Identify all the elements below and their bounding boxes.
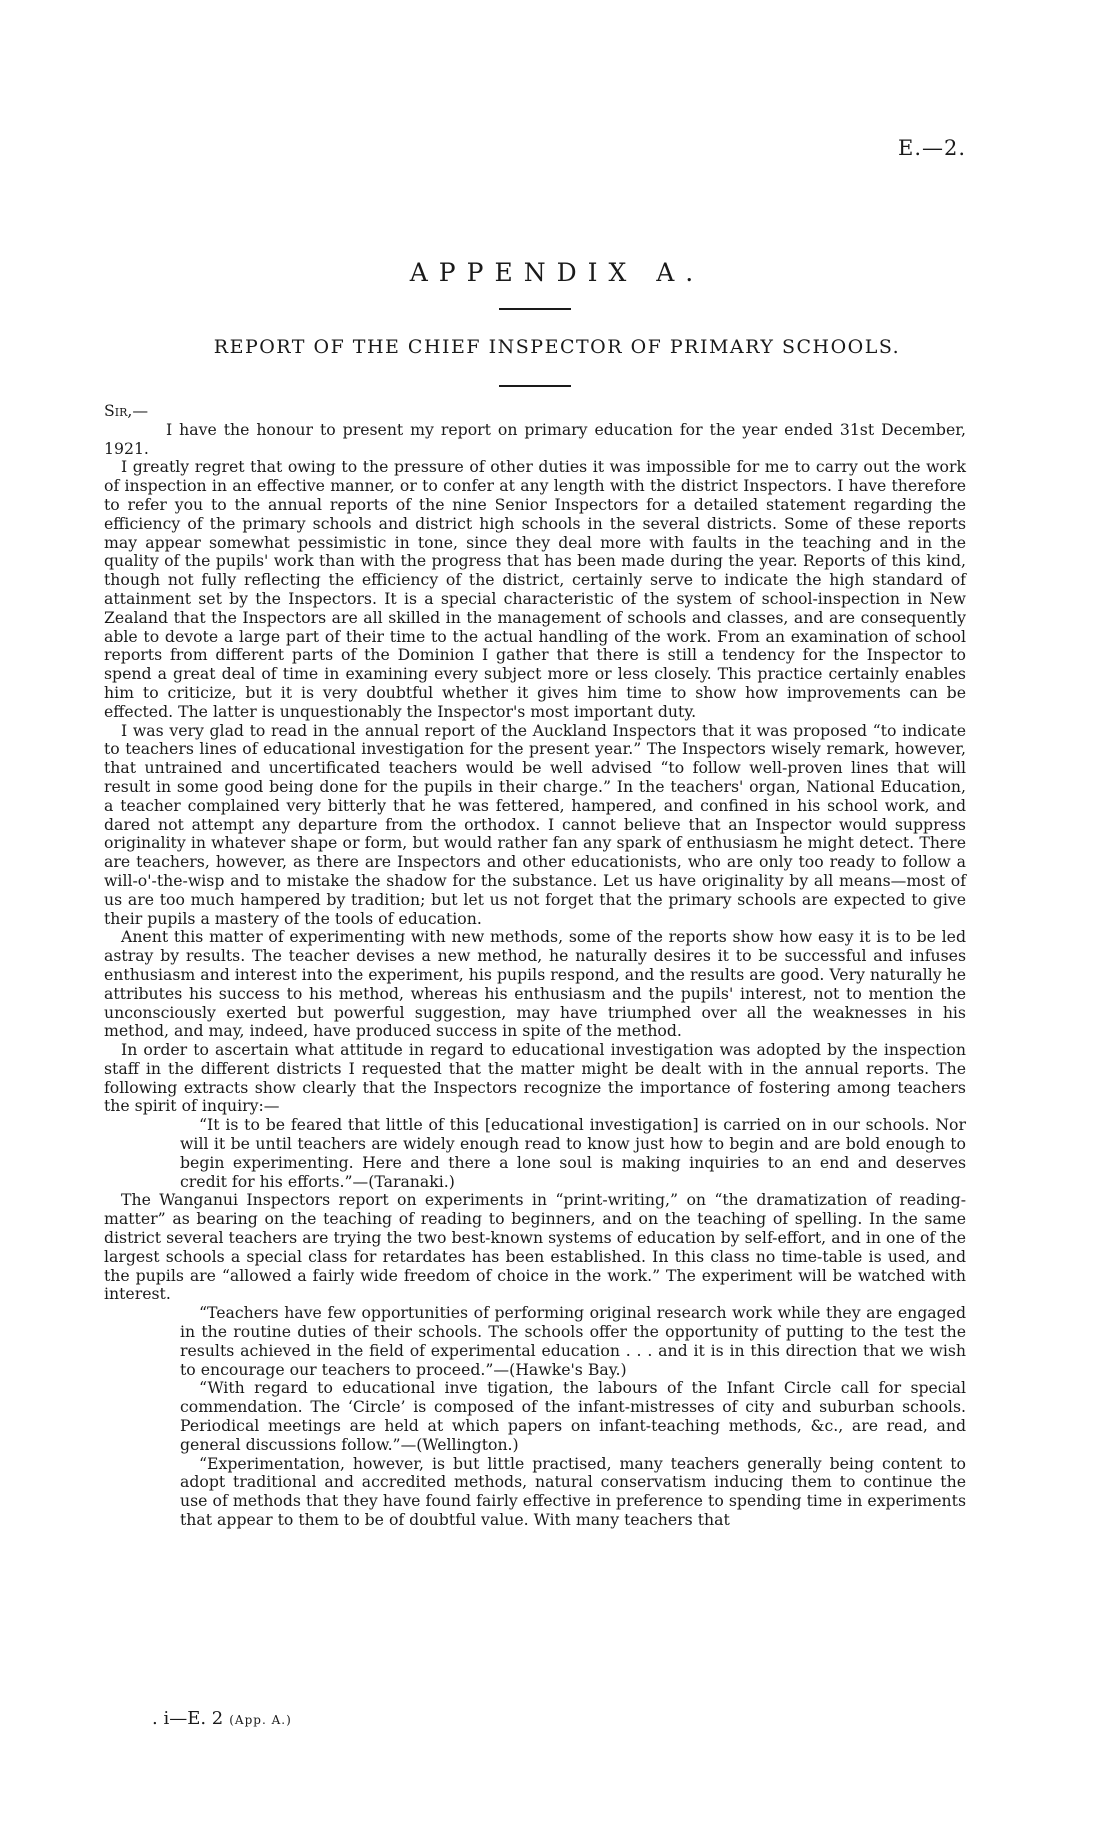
page-footer: [152, 1708, 292, 1729]
title-divider: [499, 308, 571, 310]
page-reference: E.—2.: [898, 136, 967, 160]
quote-taranaki: “It is to be feared that little of this [educational investigation] is carried on in our schools. Nor will it be until teachers are widely enough read to know just how to begin and are bold enough to begin experimenting. Here and there a lone soul is making inquiries to an end and deserves credit for his efforts.”—(Taranaki.): [180, 1115, 966, 1191]
body-paragraph: I have the honour to present my report on primary education for the year ended 31st December, 1921.: [104, 419, 966, 458]
quote-experimentation: “Experimentation, however, is but little practised, many teachers generally being content to adopt traditional and accredited methods, natural conservatism inducing them to continue the use of methods that they have found fairly effective in preference to spending time in experiments that appear to them to be of doubtful value. With many teachers that: [180, 1453, 966, 1530]
report-title: REPORT OF THE CHIEF INSPECTOR OF PRIMARY SCHOOLS.: [213, 336, 901, 358]
report-body: [104, 402, 966, 1530]
quote-hawkes-bay: “Teachers have few opportunities of performing original research work while they are engaged in the routine duties of their schools. The schools offer the opportunity of putting to the test the results achieved in the field of experimental education . . . and it is in this direction that we wish to encourage our teachers to proceed.”—(Hawke's Bay.): [180, 1303, 966, 1379]
salutation: Sir,—: [104, 401, 149, 420]
body-paragraph: In order to ascertain what attitude in regard to educational investigation was adopted by the inspection staff in the different districts I requested that the matter might be dealt with in the annual reports. The following extracts show clearly that the Inspectors recognize the importance of fostering among teachers the spirit of inquiry:—: [104, 1040, 966, 1116]
body-paragraph: I was very glad to read in the annual report of the Auckland Inspectors that it was proposed “to indicate to teachers lines of educational investigation for the present year.” The Inspectors wisely remark, however, that untrained and uncertificated teachers would be well advised “to follow well-proven lines that will result in some good being done for the pupils in their charge.” In the teachers' organ, National Education, a teacher complained very bitterly that he was fettered, hampered, and confined in his school work, and dared not attempt any departure from the orthodox. I cannot believe that an Inspector would suppress originality in whatever shape or form, but would rather fan any spark of enthusiasm he might detect. There are teachers, however, as there are Inspectors and other educationists, who are only too ready to follow a will-o'-the-wisp and to mistake the shadow for the substance. Let us have originality by all means—most of us are too much hampered by tradition; but let us not forget that the primary schools are expected to give their pupils a mastery of the tools of education.: [104, 720, 966, 928]
footer-mark: . i—E. 2: [152, 1708, 224, 1729]
report-title-divider: [499, 385, 571, 387]
body-paragraph-wanganui: The Wanganui Inspectors report on experiments in “print-writing,” on “the dramatization of reading-matter” as bearing on the teaching of reading to beginners, and on the teaching of spelling. In the same district several teachers are trying the two best-known systems of education by self-effort, and in one of the largest schools a special class for retardates has been established. In this class no time-table is used, and the pupils are “allowed a fairly wide freedom of choice in the work.” The experiment will be watched with interest.: [104, 1190, 966, 1304]
appendix-title: APPENDIX A.: [409, 258, 705, 287]
quote-wellington: “With regard to educational inve tigation, the labours of the Infant Circle call for special commendation. The ‘Circle’ is composed of the infant-mistresses of city and suburban schools. Periodical meetings are held at which papers on infant-teaching methods, &c., are read, and general discussions follow.”—(Wellington.): [180, 1378, 966, 1454]
footer-appendix-label: (App. A.): [229, 1713, 292, 1727]
body-paragraph: I greatly regret that owing to the pressure of other duties it was impossible for me to carry out the work of inspection in an effective manner, or to confer at any length with the district Inspectors. I have therefore to refer you to the annual reports of the nine Senior Inspectors for a detailed statement regarding the efficiency of the primary schools and district high schools in the several districts. Some of these reports may appear somewhat pessimistic in tone, since they deal more with faults in the teaching and in the quality of the pupils' work than with the progress that has been made during the year. Reports of this kind, though not fully reflecting the efficiency of the district, certainly serve to indicate the high standard of attainment set by the Inspectors. It is a special characteristic of the system of school-inspection in New Zealand that the Inspectors are all skilled in the management of schools and classes, and are consequently able to devote a large part of their time to the actual handling of the work. From an examination of school reports from different parts of the Dominion I gather that there is still a tendency for the Inspector to spend a great deal of time in examining every subject more or less closely. This practice certainly enables him to criticize, but it is very doubtful whether it gives him time to show how improvements can be effected. The latter is unquestionably the Inspector's most important duty.: [104, 457, 966, 721]
body-paragraph: Anent this matter of experimenting with new methods, some of the reports show how easy it is to be led astray by results. The teacher devises a new method, he naturally desires it to be successful and infuses enthusiasm and interest into the experiment, his pupils respond, and the results are good. Very naturally he attributes his success to his method, whereas his enthusiasm and the pupils' interest, not to mention the unconsciously exerted but powerful suggestion, may have triumphed over all the weaknesses in his method, and may, indeed, have produced success in spite of the method.: [104, 927, 966, 1041]
